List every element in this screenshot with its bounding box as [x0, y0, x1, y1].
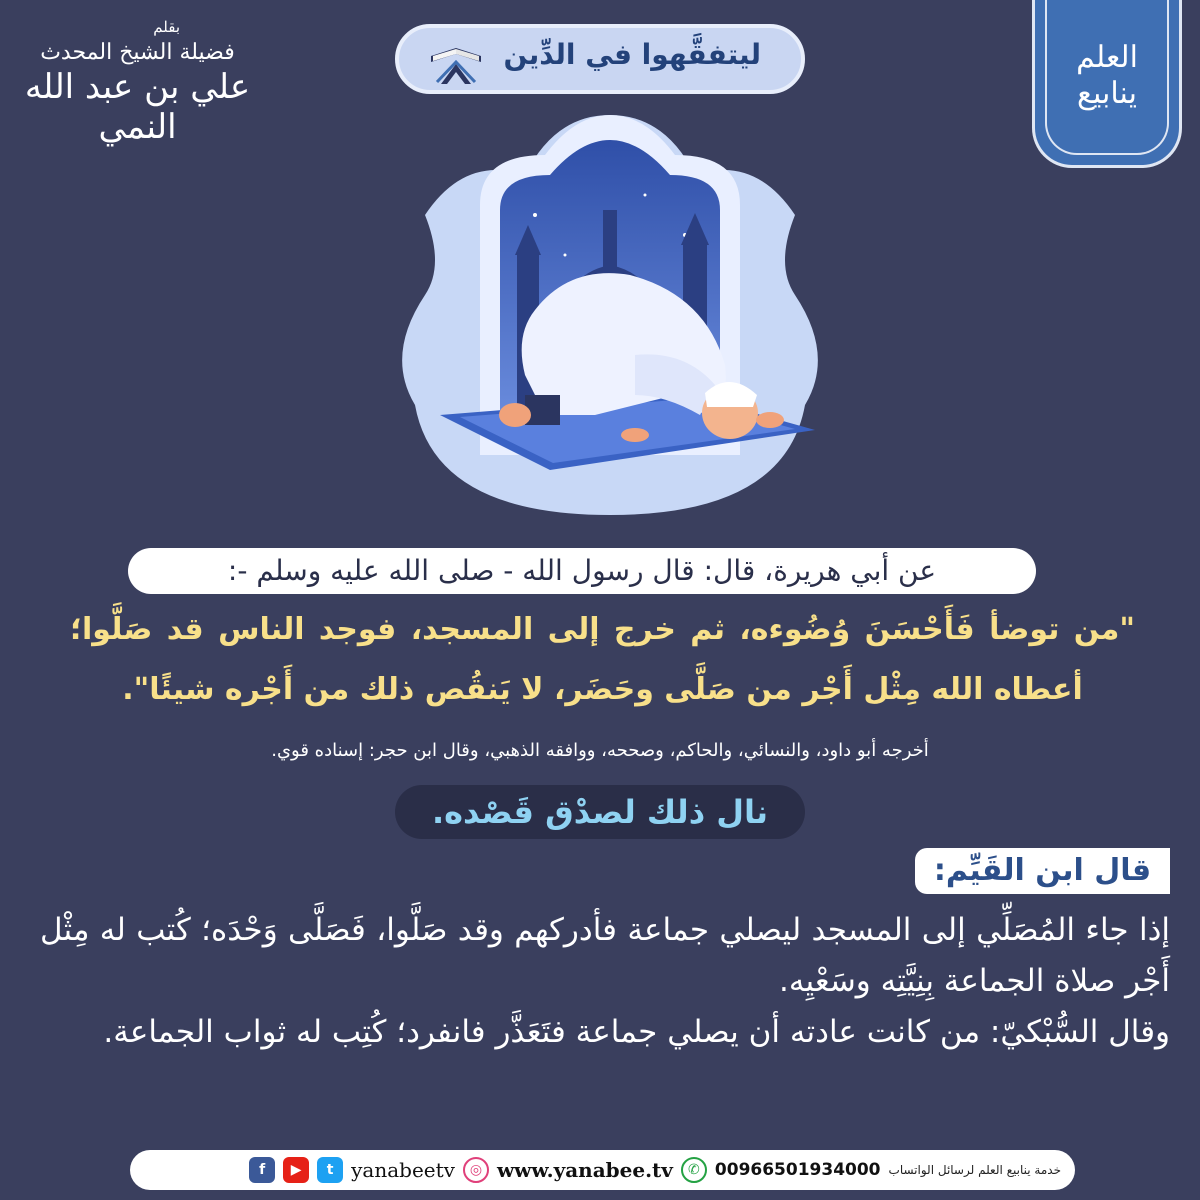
- author-name: علي بن عبد الله النمي: [24, 67, 251, 147]
- whatsapp-service-label: خدمة ينابيع العلم لرسائل الواتساب: [888, 1163, 1061, 1177]
- scholar-quotes: [40, 905, 1170, 1058]
- website-link[interactable]: www.yanabee.tv: [496, 1158, 673, 1182]
- title-pill: [395, 24, 805, 94]
- logo-text: [1035, 40, 1179, 112]
- yanabee-logo-badge: [1032, 0, 1182, 168]
- author-block: [15, 18, 260, 147]
- result-pill: نال ذلك لصدْق قَصْده.: [395, 785, 805, 839]
- hadith-source: أخرجه أبو داود، والنسائي، والحاكم، وصححه، ووافقه الذهبي، وقال ابن حجر: إسناده قوي.: [271, 740, 929, 761]
- ibn-qayyim-quote: إذا جاء المُصَلِّي إلى المسجد ليصلي جماعة فأدركهم وقد صَلَّوا، فَصَلَّى وَحْدَه؛ كُتب له مِثْل أَجْر صلاة الجماعة بِنِيَّتِه وسَعْيِه.: [40, 912, 1170, 999]
- page-title: ليتفقَّهوا في الدِّين: [503, 38, 761, 71]
- whatsapp-phone[interactable]: 00966501934000: [714, 1160, 881, 1180]
- ibn-qayyim-header: قال ابن القَيِّم:: [915, 848, 1170, 894]
- subki-quote: وقال السُّبْكيّ: من كانت عادته أن يصلي جماعة فتَعَذَّر فانفرد؛ كُتِب له ثواب الجماعة.: [103, 1014, 1170, 1050]
- logo-text-line2: ينابيع: [1077, 76, 1137, 111]
- prayer-illustration: [385, 95, 835, 525]
- logo-text-line1: العلم: [1076, 40, 1138, 75]
- social-handle[interactable]: yanabeetv: [351, 1158, 455, 1182]
- hadith-header: عن أبي هريرة، قال: قال رسول الله - صلى الله عليه وسلم -:: [128, 548, 1036, 594]
- hadith-text: "من توضأ فَأَحْسَنَ وُضُوءه، ثم خرج إلى المسجد، فوجد الناس قد صَلَّوا؛ أعطاه الله مِثْل أَجْر من صَلَّى وحَضَر، لا يَنقُص ذلك من أَجْره شيئًا".: [70, 612, 1135, 707]
- dribbble-icon[interactable]: ◎: [463, 1157, 489, 1183]
- author-by-label: بقلم: [153, 18, 180, 36]
- author-title: فضيلة الشيخ المحدث: [40, 40, 235, 65]
- whatsapp-icon[interactable]: ✆: [681, 1157, 707, 1183]
- facebook-icon[interactable]: f: [249, 1157, 275, 1183]
- footer-bar: [130, 1150, 1075, 1190]
- quran-book-icon: [427, 34, 485, 88]
- twitter-icon[interactable]: t: [317, 1157, 343, 1183]
- youtube-icon[interactable]: ▶: [283, 1157, 309, 1183]
